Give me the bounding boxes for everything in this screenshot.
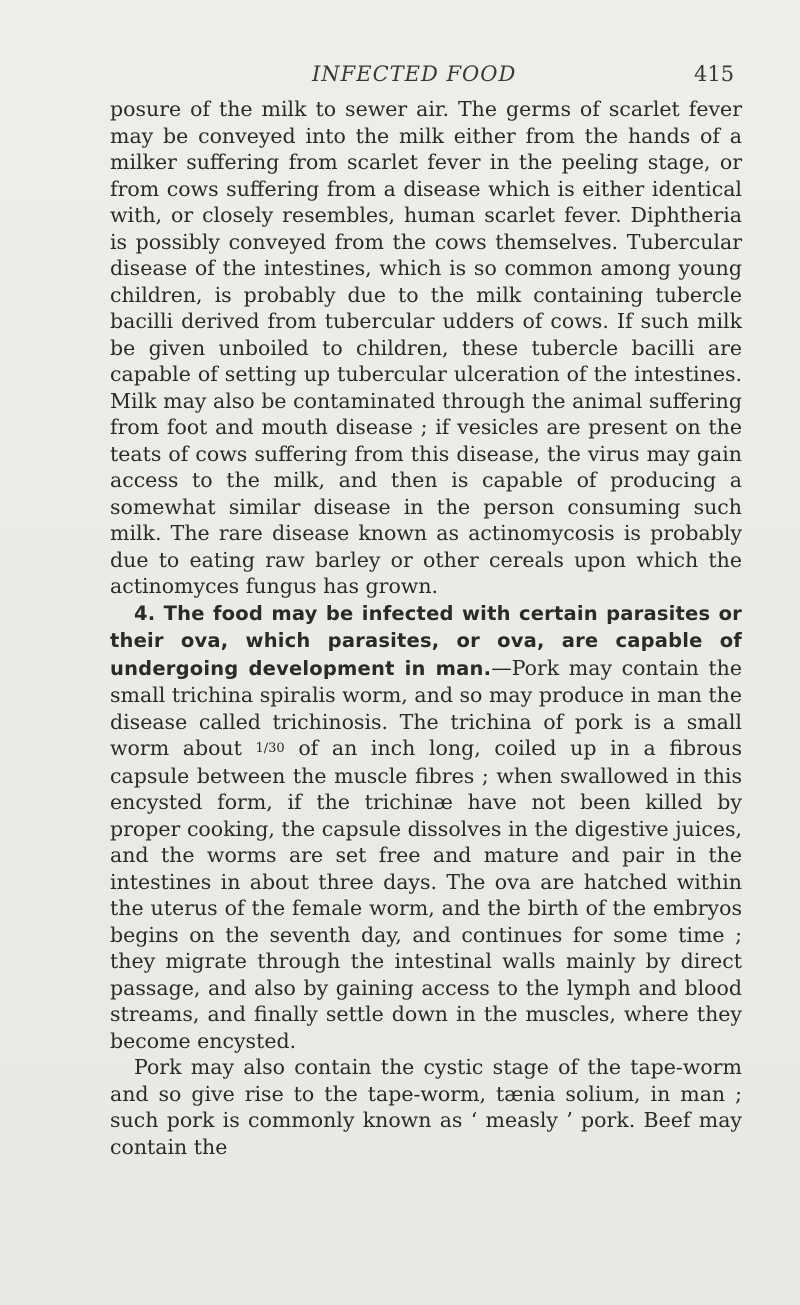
paragraph-text: of an inch long, coiled up in a fibrous capsule between the muscle fibres ; when swallowed in this encysted form, if the trichinæ have not been killed by proper cooking, the capsule dissolves in the digestive juices, and the worms are set free and mature and pair in the intestines in about three days. The ova are hatched within the uterus of the female worm, and the birth of the embryos begins on the seventh day, and continues for some time ; they migrate through the intestinal walls mainly by direct passage, and also by gaining access to the lymph and blood streams, and finally settle down in the muscles, where they become encysted. xyxy=(110,736,742,1053)
body-text xyxy=(110,96,742,1160)
running-title: INFECTED FOOD xyxy=(312,62,517,86)
paragraph-tapeworm: Pork may also contain the cystic stage of the tape-worm and so give rise to the tape-worm, tænia solium, in man ; such pork is commonly known as ‘ measly ’ pork. Beef may contain the xyxy=(110,1055,742,1159)
paragraph-parasites xyxy=(110,600,742,1055)
running-header xyxy=(0,62,800,92)
section-heading: 4. The food may be infected with certain parasites or their ova, which parasites, or ova, are capable of undergoing development in man. xyxy=(110,601,742,680)
page-number: 415 xyxy=(694,62,735,86)
paragraph-milk-diseases: posure of the milk to sewer air. The germs of scarlet fever may be conveyed into the milk either from the hands of a milker suffering from scarlet fever in the peeling stage, or from cows suffering from a disease which is either identical with, or closely resembles, human scarlet fever. Diphtheria is possibly conveyed from the cows themselves. Tubercular disease of the intestines, which is so common among young children, is probably due to the milk containing tubercle bacilli derived from tubercular udders of cows. If such milk be given unboiled to children, these tubercle bacilli are capable of setting up tubercular ulceration of the intestines. Milk may also be contaminated through the animal suffering from foot and mouth disease ; if vesicles are present on the teats of cows suffering from this disease, the virus may gain access to the milk, and then is capable of producing a somewhat similar disease in the person consuming such milk. The rare disease known as actinomycosis is probably due to eating raw barley or other cereals upon which the actinomyces fungus has grown. xyxy=(110,97,742,598)
fraction: 1/30 xyxy=(255,741,285,756)
paragraph-text: —Pork may contain the small trichina spiralis worm, and so may produce in man the disease called trichinosis. The trichina of pork is a small worm about xyxy=(110,655,742,760)
